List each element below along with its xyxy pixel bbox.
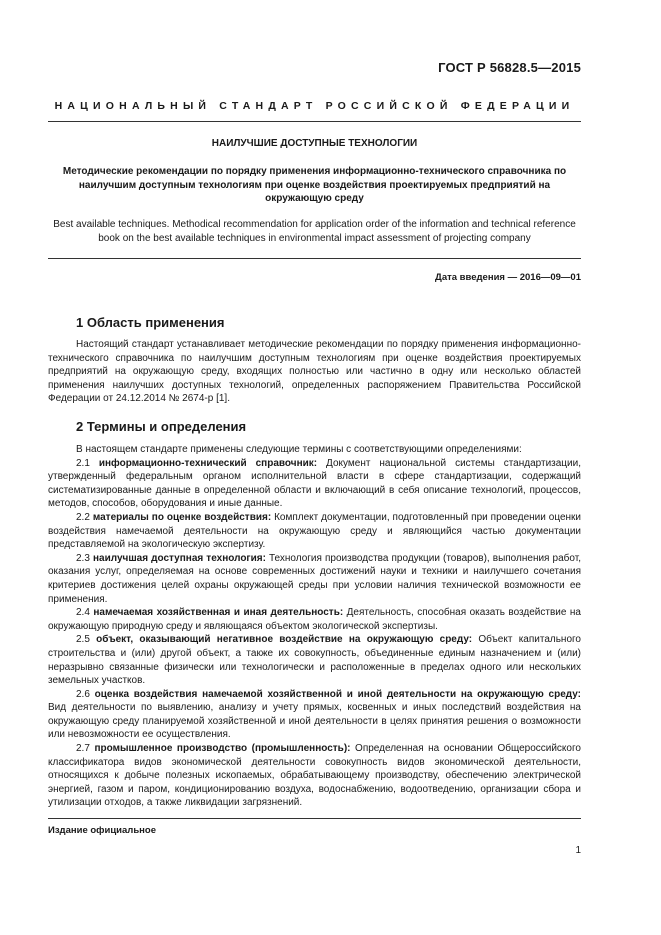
term-number: 2.3	[76, 552, 93, 564]
section-2-heading: 2 Термины и определения	[76, 419, 247, 434]
term-2-7	[48, 742, 581, 810]
term-2-6	[48, 688, 581, 742]
section-1-body	[48, 338, 581, 406]
term-definition: Деятельность, способная оказать воздействие на окружающую природную среду и являющаяся объектом экологической экспертизы.	[48, 607, 581, 632]
section-1-heading: 1 Область применения	[76, 315, 225, 330]
term-2-4	[48, 606, 581, 633]
section-1-paragraph: Настоящий стандарт устанавливает методические рекомендации по порядку применения информационно-технического справочника по наилучшим доступным технологиям при оценке воздействия проектируемых предприятий на окружающую среду, входящих полностью или частично в одну или несколько областей применения наилучших доступных технологий, определенных распоряжением Правительства Российской Федерации от 24.12.2014 № 2674-р [1].	[48, 339, 581, 405]
document-title: НАИЛУЧШИЕ ДОСТУПНЫЕ ТЕХНОЛОГИИ	[211, 138, 418, 149]
term-number: 2.4	[76, 607, 94, 619]
term-number: 2.6	[76, 688, 95, 700]
date-of-introduction: Дата введения — 2016—09—01	[435, 272, 581, 283]
document-title-english: Best available techniques. Methodical recommendation for application order of the information and technical reference book on the best available techniques in environmental impact assessment of projecting company	[53, 219, 576, 244]
term-2-5	[48, 633, 581, 687]
term-definition: Вид деятельности по выявлению, анализу и учету прямых, косвенных и иных последствий воздействия на окружающую среду планируемой хозяйственной и иной деятельности в целях принятия решения о возможности или невозможности ее осуществления.	[48, 702, 581, 741]
term-name: намечаемая хозяйственная и иная деятельность:	[93, 607, 344, 619]
term-definition: Объект капитального строительства и (или) другой объект, а также их совокупность, объединенные единым назначением и (или) неразрывно связанные физически или технологически и расположенные в пределах одного или нескольких земельных участков.	[48, 634, 581, 687]
term-number: 2.5	[76, 634, 97, 646]
term-number: 2.1	[76, 457, 99, 469]
edition-label: Издание официальное	[48, 825, 156, 836]
term-definition: Определенная на основании Общероссийского классификатора видов экономической деятельности совокупность видов экономической деятельности, относящихся к добыче полезных ископаемых, обрабатывающему производству, обеспечению электрической энергией, газом и паром, кондиционированию воздуха, водоснабжению, водоотведению, организации сбора и утилизации отходов, а также ликвидации загрязнений.	[48, 743, 581, 809]
footer-divider	[48, 818, 581, 819]
term-2-1	[48, 457, 581, 511]
term-name: материалы по оценке воздействия:	[92, 511, 272, 523]
term-definition: Комплект документации, подготовленный при проведении оценки воздействия намечаемой деятельности на окружающую среду и являющийся частью документации представляемой на экологическую экспертизу.	[48, 511, 581, 551]
section-2-intro: В настоящем стандарте применены следующие термины с соответствующими определениями:	[76, 444, 522, 455]
term-number: 2.7	[76, 743, 95, 755]
term-definition: Документ национальной системы стандартизации, утвержденный федеральным органом исполнительной власти в сфере стандартизации, содержащий систематизированные данные в определенной области и включающий в себя описание технологий, процессов, методов, способов, оборудования и иные данные.	[48, 457, 581, 510]
document-subtitle: Методические рекомендации по порядку применения информационно-технического справочника по наилучшим доступным технологиям при оценке воздействия проектируемых предприятий на окружающую среду	[62, 166, 567, 204]
header-divider	[48, 121, 581, 122]
term-definition: Технология производства продукции (товаров), выполнения работ, оказания услуг, определяемая на основе современных достижений науки и техники и наилучшего сочетания критериев достижения целей охраны окружающей среды при условии наличия технической возможности ее применения.	[48, 552, 581, 605]
term-name: наилучшая доступная технология:	[93, 552, 266, 564]
national-standard-banner: НАЦИОНАЛЬНЫЙ СТАНДАРТ РОССИЙСКОЙ ФЕДЕРАЦИИ	[54, 100, 575, 112]
term-name: информационно-технический справочник:	[98, 457, 318, 469]
gost-code: ГОСТ Р 56828.5—2015	[438, 60, 581, 75]
section-2-body	[48, 443, 581, 810]
term-2-3	[48, 552, 581, 606]
page-number: 1	[575, 845, 581, 856]
title-divider	[48, 258, 581, 259]
term-name: объект, оказывающий негативное воздействие на окружающую среду:	[96, 634, 473, 646]
term-number: 2.2	[76, 511, 93, 523]
term-2-2	[48, 511, 581, 552]
term-name: оценка воздействия намечаемой хозяйственной и иной деятельности на окружающую среду:	[94, 688, 581, 700]
term-name: промышленное производство (промышленность):	[94, 743, 351, 755]
